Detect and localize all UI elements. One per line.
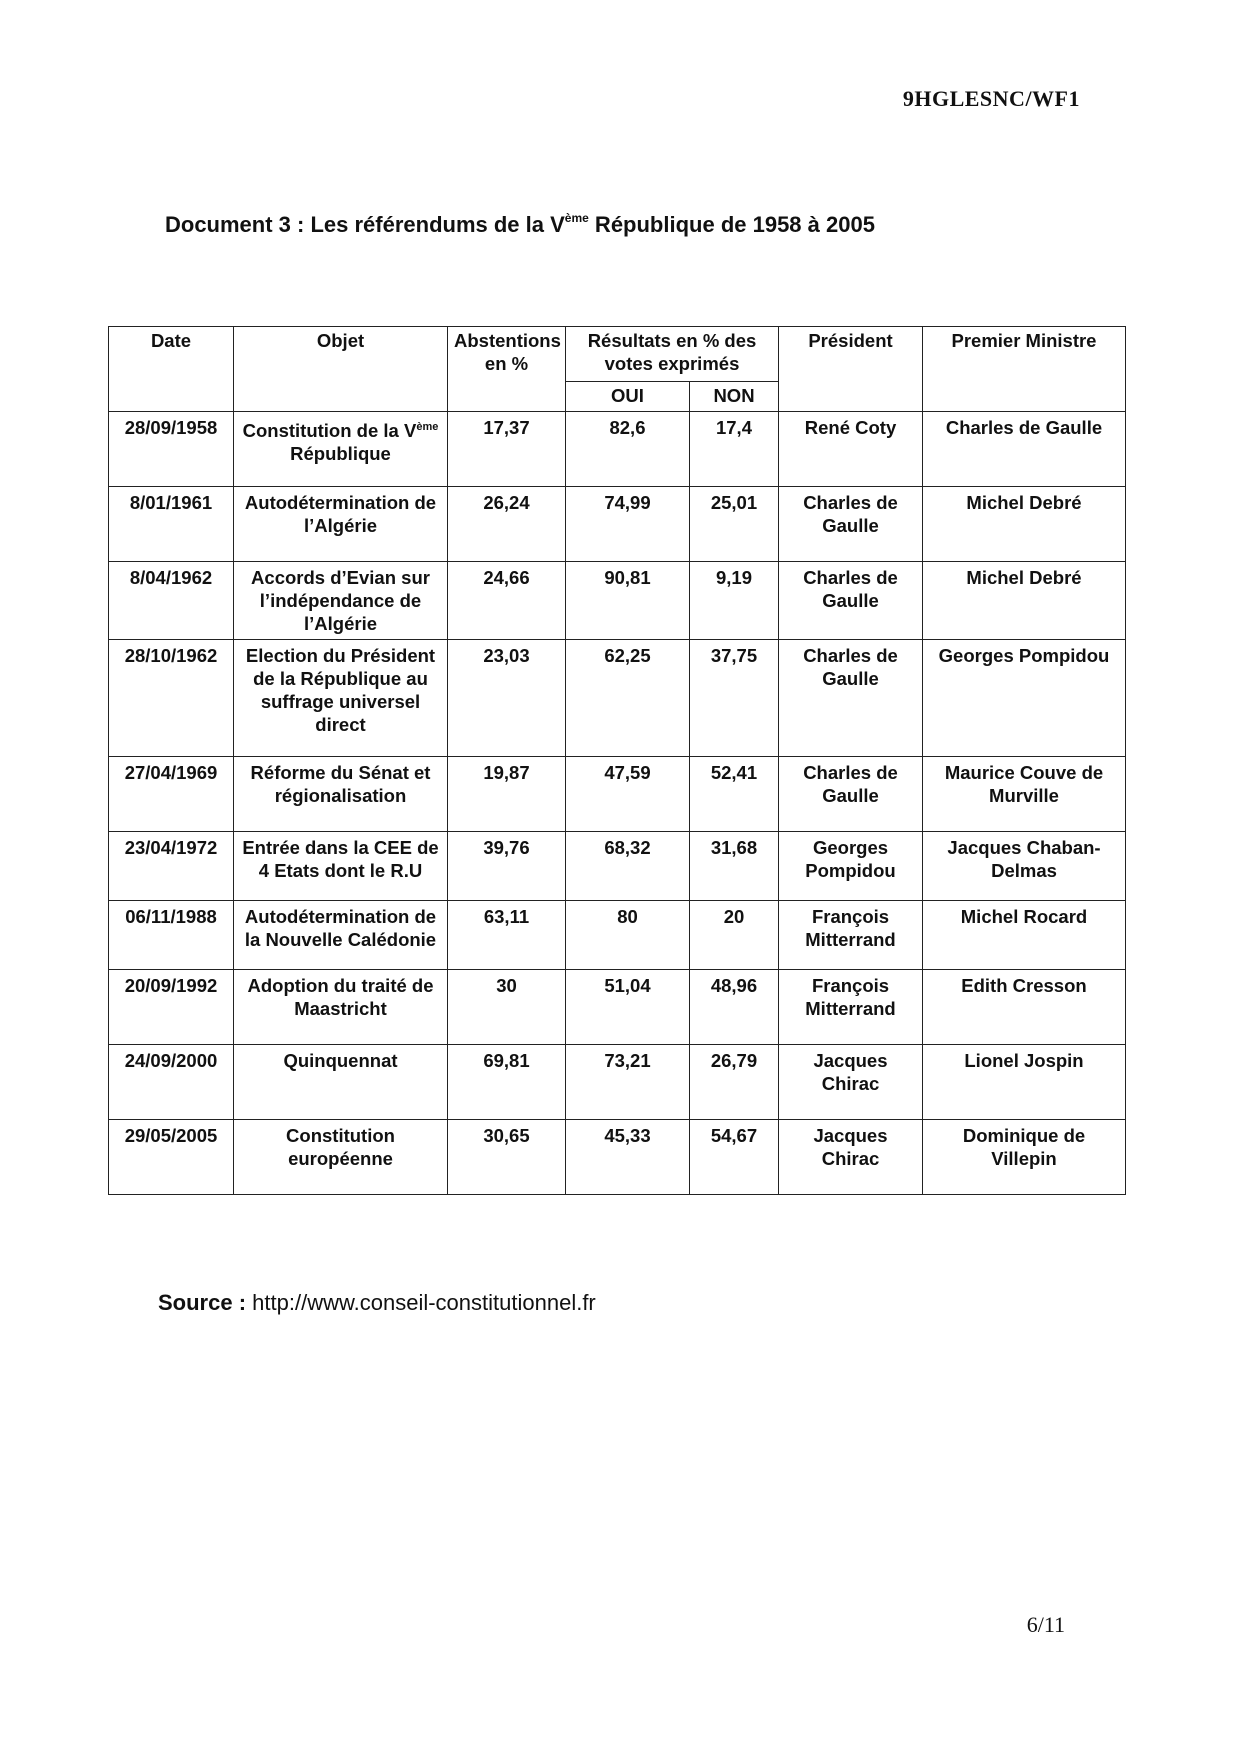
cell-president: Charles de Gaulle bbox=[779, 487, 923, 562]
table-row bbox=[109, 757, 1126, 832]
cell-objet-text-end: République bbox=[290, 443, 391, 465]
cell-objet: Quinquennat bbox=[234, 1045, 448, 1120]
table-row bbox=[109, 1045, 1126, 1120]
cell-date: 24/09/2000 bbox=[109, 1045, 234, 1120]
cell-oui: 90,81 bbox=[566, 562, 690, 640]
table-row bbox=[109, 1120, 1126, 1195]
header-abstentions: Abstentions en % bbox=[448, 327, 566, 412]
header-premier-ministre: Premier Ministre bbox=[923, 327, 1126, 412]
header-date: Date bbox=[109, 327, 234, 412]
cell-objet: Election du Président de la République au suffrage universel direct bbox=[234, 640, 448, 757]
table-row bbox=[109, 640, 1126, 757]
cell-president: Jacques Chirac bbox=[779, 1120, 923, 1195]
cell-objet: Constitution européenne bbox=[234, 1120, 448, 1195]
cell-abstentions: 24,66 bbox=[448, 562, 566, 640]
table-row bbox=[109, 832, 1126, 901]
header-objet: Objet bbox=[234, 327, 448, 412]
cell-premier-ministre: Dominique de Villepin bbox=[923, 1120, 1126, 1195]
table-row bbox=[109, 901, 1126, 970]
cell-date: 8/01/1961 bbox=[109, 487, 234, 562]
cell-oui: 73,21 bbox=[566, 1045, 690, 1120]
header-resultats: Résultats en % des votes exprimés bbox=[566, 327, 779, 382]
cell-oui: 51,04 bbox=[566, 970, 690, 1045]
cell-president: Charles de Gaulle bbox=[779, 562, 923, 640]
cell-objet: Réforme du Sénat et régionalisation bbox=[234, 757, 448, 832]
cell-objet-sup: ème bbox=[416, 421, 439, 433]
cell-date: 27/04/1969 bbox=[109, 757, 234, 832]
cell-premier-ministre: Michel Debré bbox=[923, 562, 1126, 640]
title-text-end: République de 1958 à 2005 bbox=[588, 212, 875, 237]
cell-non: 48,96 bbox=[690, 970, 779, 1045]
cell-premier-ministre: Jacques Chaban-Delmas bbox=[923, 832, 1126, 901]
cell-non: 37,75 bbox=[690, 640, 779, 757]
table-row bbox=[109, 487, 1126, 562]
cell-date: 06/11/1988 bbox=[109, 901, 234, 970]
cell-non: 20 bbox=[690, 901, 779, 970]
cell-abstentions: 63,11 bbox=[448, 901, 566, 970]
cell-abstentions: 23,03 bbox=[448, 640, 566, 757]
table-row bbox=[109, 562, 1126, 640]
cell-abstentions: 69,81 bbox=[448, 1045, 566, 1120]
cell-premier-ministre: Lionel Jospin bbox=[923, 1045, 1126, 1120]
cell-non: 52,41 bbox=[690, 757, 779, 832]
cell-oui: 62,25 bbox=[566, 640, 690, 757]
cell-premier-ministre: Michel Rocard bbox=[923, 901, 1126, 970]
document-title bbox=[165, 212, 875, 238]
cell-objet: Adoption du traité de Maastricht bbox=[234, 970, 448, 1045]
cell-objet: Autodétermination de l’Algérie bbox=[234, 487, 448, 562]
table-row bbox=[109, 412, 1126, 487]
title-text: Document 3 : Les référendums de la V bbox=[165, 212, 565, 237]
source-line bbox=[158, 1290, 596, 1316]
cell-objet bbox=[234, 412, 448, 487]
cell-oui: 68,32 bbox=[566, 832, 690, 901]
cell-abstentions: 39,76 bbox=[448, 832, 566, 901]
cell-abstentions: 19,87 bbox=[448, 757, 566, 832]
cell-president: François Mitterrand bbox=[779, 901, 923, 970]
cell-date: 8/04/1962 bbox=[109, 562, 234, 640]
cell-president: Jacques Chirac bbox=[779, 1045, 923, 1120]
cell-president: Charles de Gaulle bbox=[779, 640, 923, 757]
cell-oui: 45,33 bbox=[566, 1120, 690, 1195]
referendums-table bbox=[108, 326, 1126, 1195]
cell-non: 31,68 bbox=[690, 832, 779, 901]
cell-objet: Autodétermination de la Nouvelle Calédonie bbox=[234, 901, 448, 970]
document-code: 9HGLESNC/WF1 bbox=[902, 86, 1080, 111]
cell-premier-ministre: Michel Debré bbox=[923, 487, 1126, 562]
cell-objet: Entrée dans la CEE de 4 Etats dont le R.U bbox=[234, 832, 448, 901]
header-non: NON bbox=[690, 381, 779, 411]
cell-premier-ministre: Charles de Gaulle bbox=[923, 412, 1126, 487]
cell-premier-ministre: Georges Pompidou bbox=[923, 640, 1126, 757]
cell-president: René Coty bbox=[779, 412, 923, 487]
cell-premier-ministre: Maurice Couve de Murville bbox=[923, 757, 1126, 832]
cell-non: 9,19 bbox=[690, 562, 779, 640]
source-url[interactable]: http://www.conseil-constitutionnel.fr bbox=[252, 1290, 596, 1315]
cell-date: 28/09/1958 bbox=[109, 412, 234, 487]
cell-abstentions: 30,65 bbox=[448, 1120, 566, 1195]
cell-president: Georges Pompidou bbox=[779, 832, 923, 901]
cell-date: 28/10/1962 bbox=[109, 640, 234, 757]
cell-premier-ministre: Edith Cresson bbox=[923, 970, 1126, 1045]
cell-objet-text: Constitution de la V bbox=[242, 420, 417, 442]
cell-abstentions: 30 bbox=[448, 970, 566, 1045]
cell-objet: Accords d’Evian sur l’indépendance de l’Algérie bbox=[234, 562, 448, 640]
table-row bbox=[109, 970, 1126, 1045]
header-oui: OUI bbox=[566, 381, 690, 411]
cell-oui: 47,59 bbox=[566, 757, 690, 832]
cell-non: 25,01 bbox=[690, 487, 779, 562]
page-number: 6/11 bbox=[1026, 1612, 1065, 1637]
cell-oui: 82,6 bbox=[566, 412, 690, 487]
cell-president: Charles de Gaulle bbox=[779, 757, 923, 832]
cell-date: 29/05/2005 bbox=[109, 1120, 234, 1195]
cell-non: 26,79 bbox=[690, 1045, 779, 1120]
source-label: Source : bbox=[158, 1290, 247, 1315]
cell-president: François Mitterrand bbox=[779, 970, 923, 1045]
title-superscript: ème bbox=[564, 210, 589, 225]
cell-abstentions: 26,24 bbox=[448, 487, 566, 562]
cell-non: 17,4 bbox=[690, 412, 779, 487]
cell-non: 54,67 bbox=[690, 1120, 779, 1195]
cell-date: 23/04/1972 bbox=[109, 832, 234, 901]
header-president: Président bbox=[779, 327, 923, 412]
cell-abstentions: 17,37 bbox=[448, 412, 566, 487]
cell-oui: 80 bbox=[566, 901, 690, 970]
cell-date: 20/09/1992 bbox=[109, 970, 234, 1045]
cell-oui: 74,99 bbox=[566, 487, 690, 562]
